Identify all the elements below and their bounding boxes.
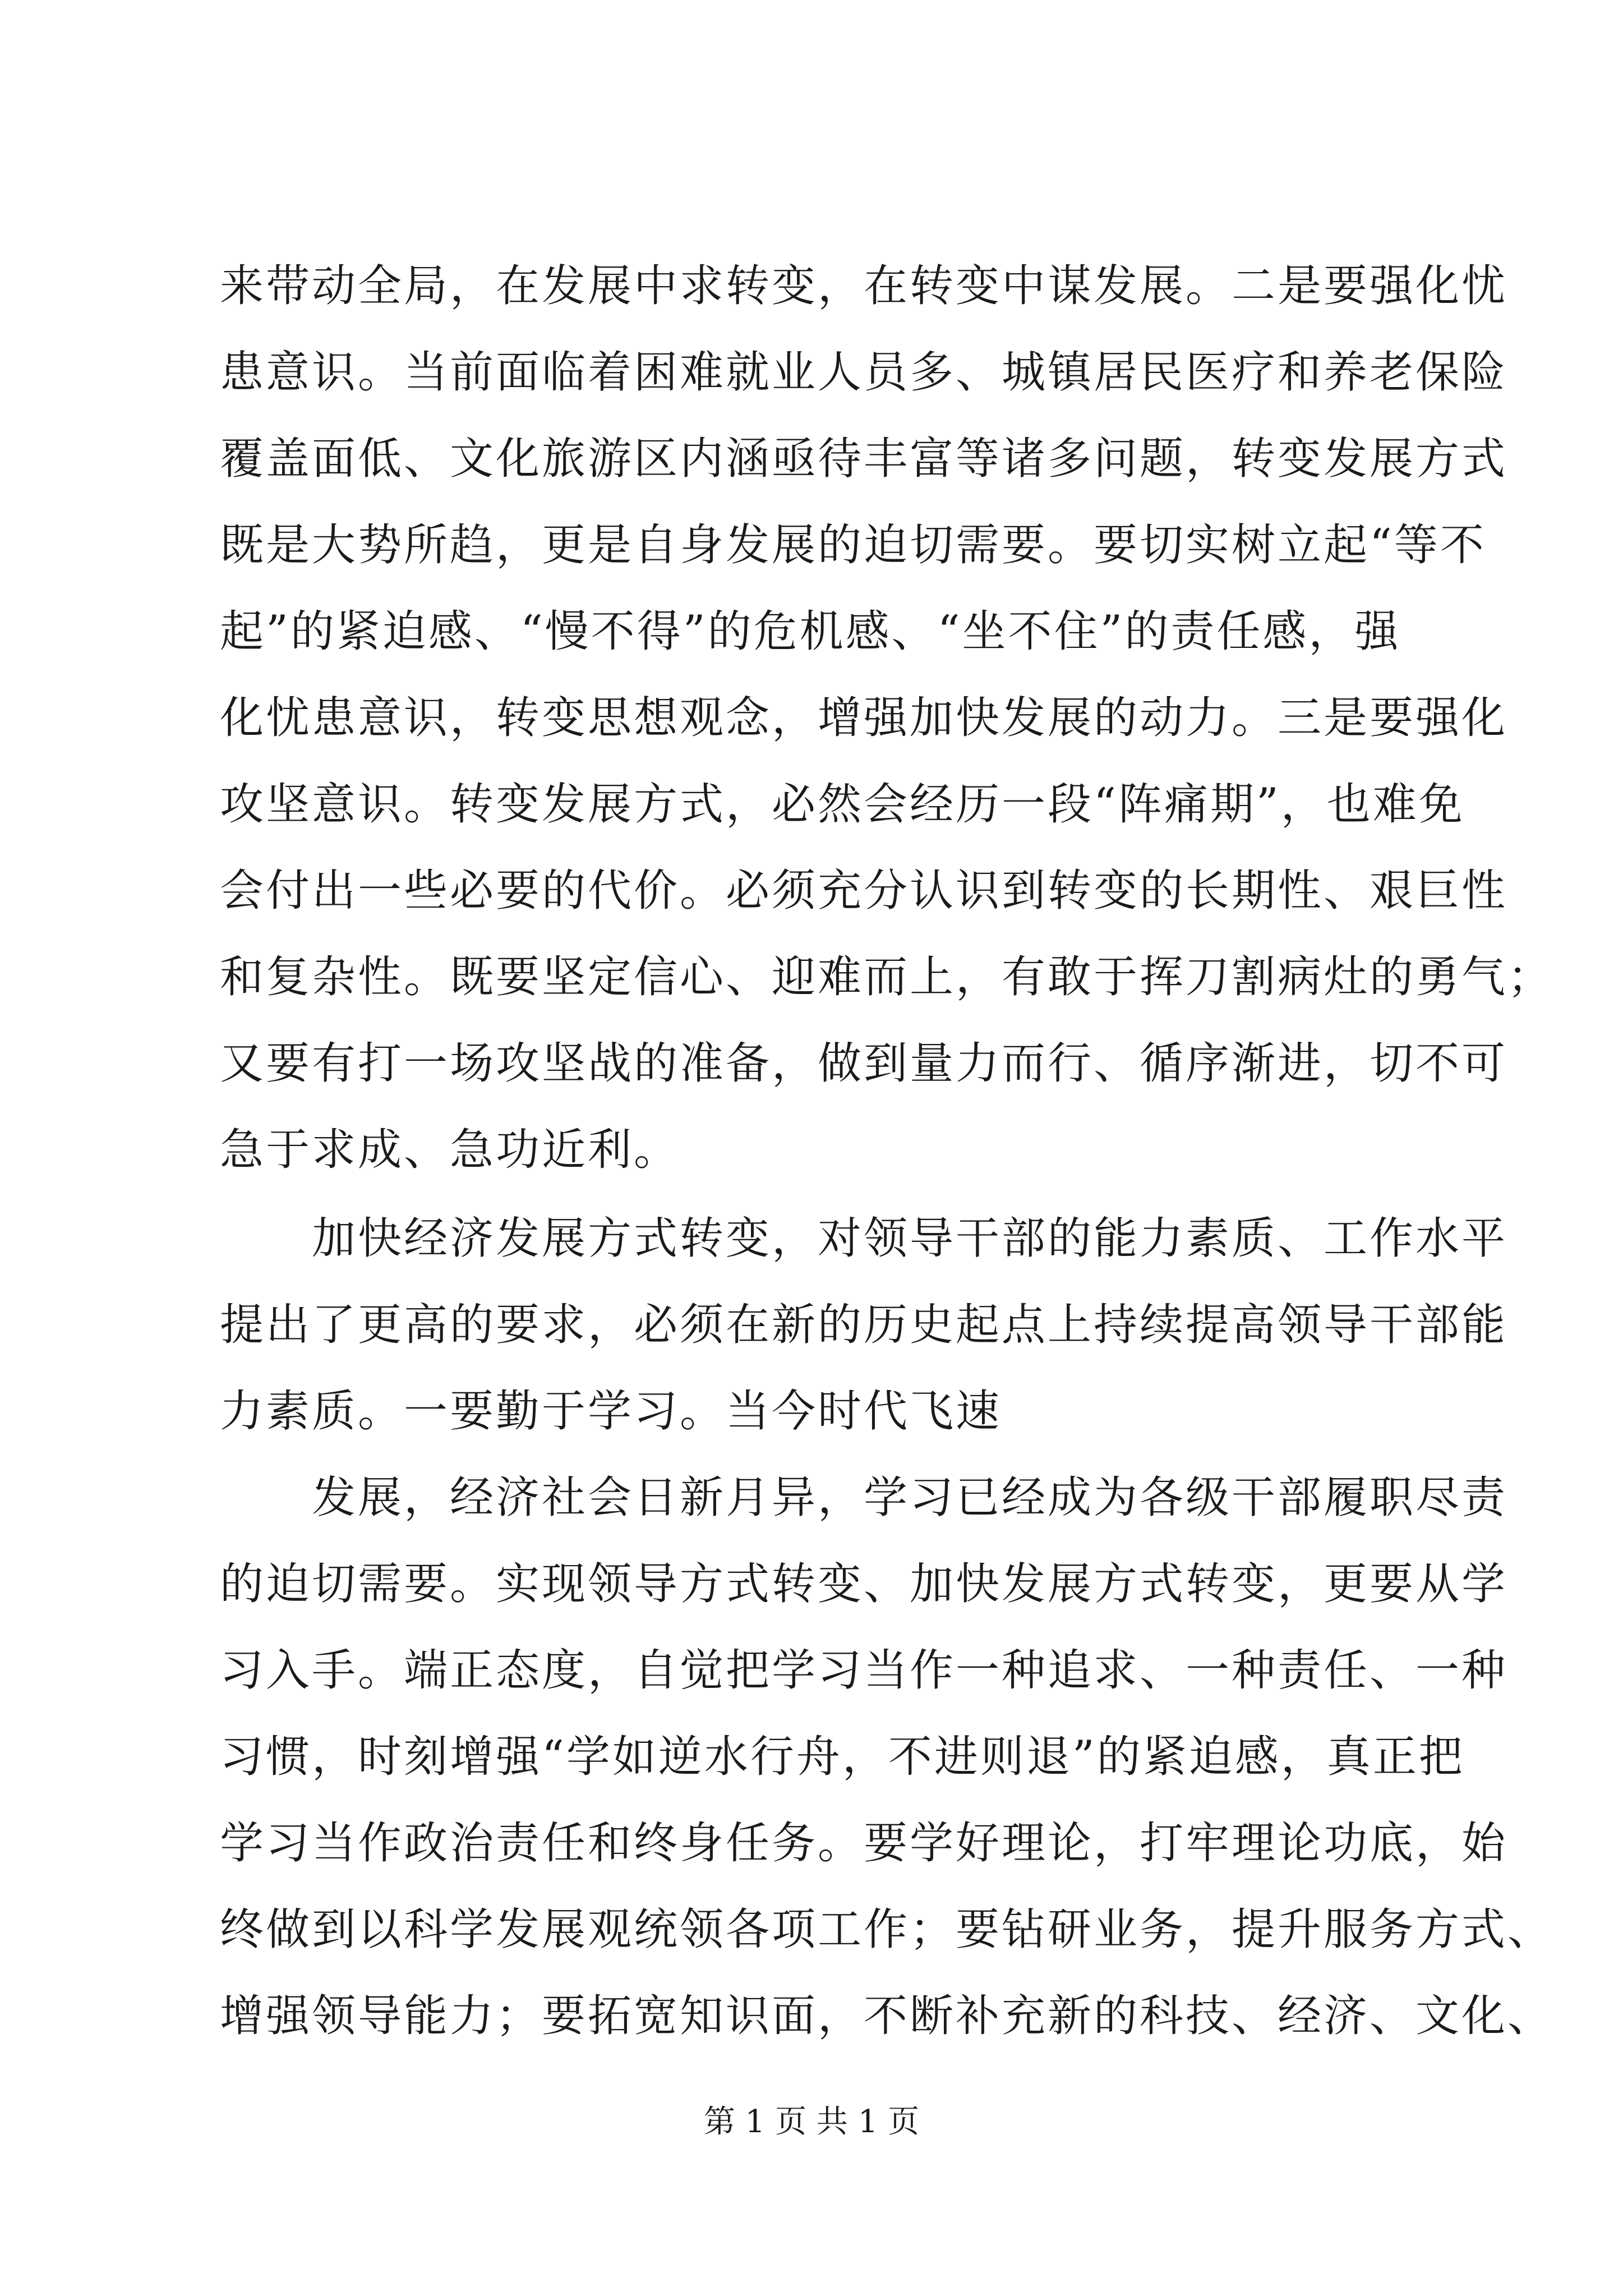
text-line: 力素质。一要勤于学习。当今时代飞速 [220,1386,1002,1437]
page-number-footer: 第 1 页 共 1 页 [703,2104,920,2140]
text-line: 急于求成、急功近利。 [220,1125,680,1175]
text-line: 会付出一些必要的代价。必须充分认识到转变的长期性、艰巨性 [220,866,1508,916]
paragraph-start-line: 加快经济发展方式转变，对领导干部的能力素质、工作水平 [220,1213,1508,1264]
text-line: 终做到以科学发展观统领各项工作；要钻研业务，提升服务方式、 [220,1904,1554,1955]
text-line: 习惯，时刻增强“学如逆水行舟，不进则退”的紧迫感，真正把 [220,1732,1465,1782]
text-line: 覆盖面低、文化旅游区内涵亟待丰富等诸多问题，转变发展方式 [220,434,1508,484]
text-line: 来带动全局，在发展中求转变，在转变中谋发展。二是要强化忧 [220,261,1508,311]
text-line: 提出了更高的要求，必须在新的历史起点上持续提高领导干部能 [220,1300,1508,1350]
text-line: 习入手。端正态度，自觉把学习当作一种追求、一种责任、一种 [220,1645,1508,1696]
text-line: 化忧患意识，转变思想观念，增强加快发展的动力。三是要强化 [220,693,1508,743]
text-line: 增强领导能力；要拓宽知识面，不断补充新的科技、经济、文化、 [220,1991,1554,2041]
text-line: 和复杂性。既要坚定信心、迎难而上，有敢于挥刀割病灶的勇气； [220,952,1554,1002]
text-line: 学习当作政治责任和终身任务。要学好理论，打牢理论功底，始 [220,1818,1508,1869]
paragraph-start-line: 发展，经济社会日新月异，学习已经成为各级干部履职尽责 [220,1473,1508,1523]
text-line: 起”的紧迫感、“慢不得”的危机感、“坐不住”的责任感，强 [220,606,1401,657]
text-line: 攻坚意识。转变发展方式，必然会经历一段“阵痛期”，也难免 [220,779,1465,830]
text-line: 既是大势所趋，更是自身发展的迫切需要。要切实树立起“等不 [220,520,1486,570]
text-line: 患意识。当前面临着困难就业人员多、城镇居民医疗和养老保险 [220,347,1508,398]
text-line: 的迫切需要。实现领导方式转变、加快发展方式转变，更要从学 [220,1559,1508,1609]
text-line: 又要有打一场攻坚战的准备，做到量力而行、循序渐进，切不可 [220,1038,1508,1089]
